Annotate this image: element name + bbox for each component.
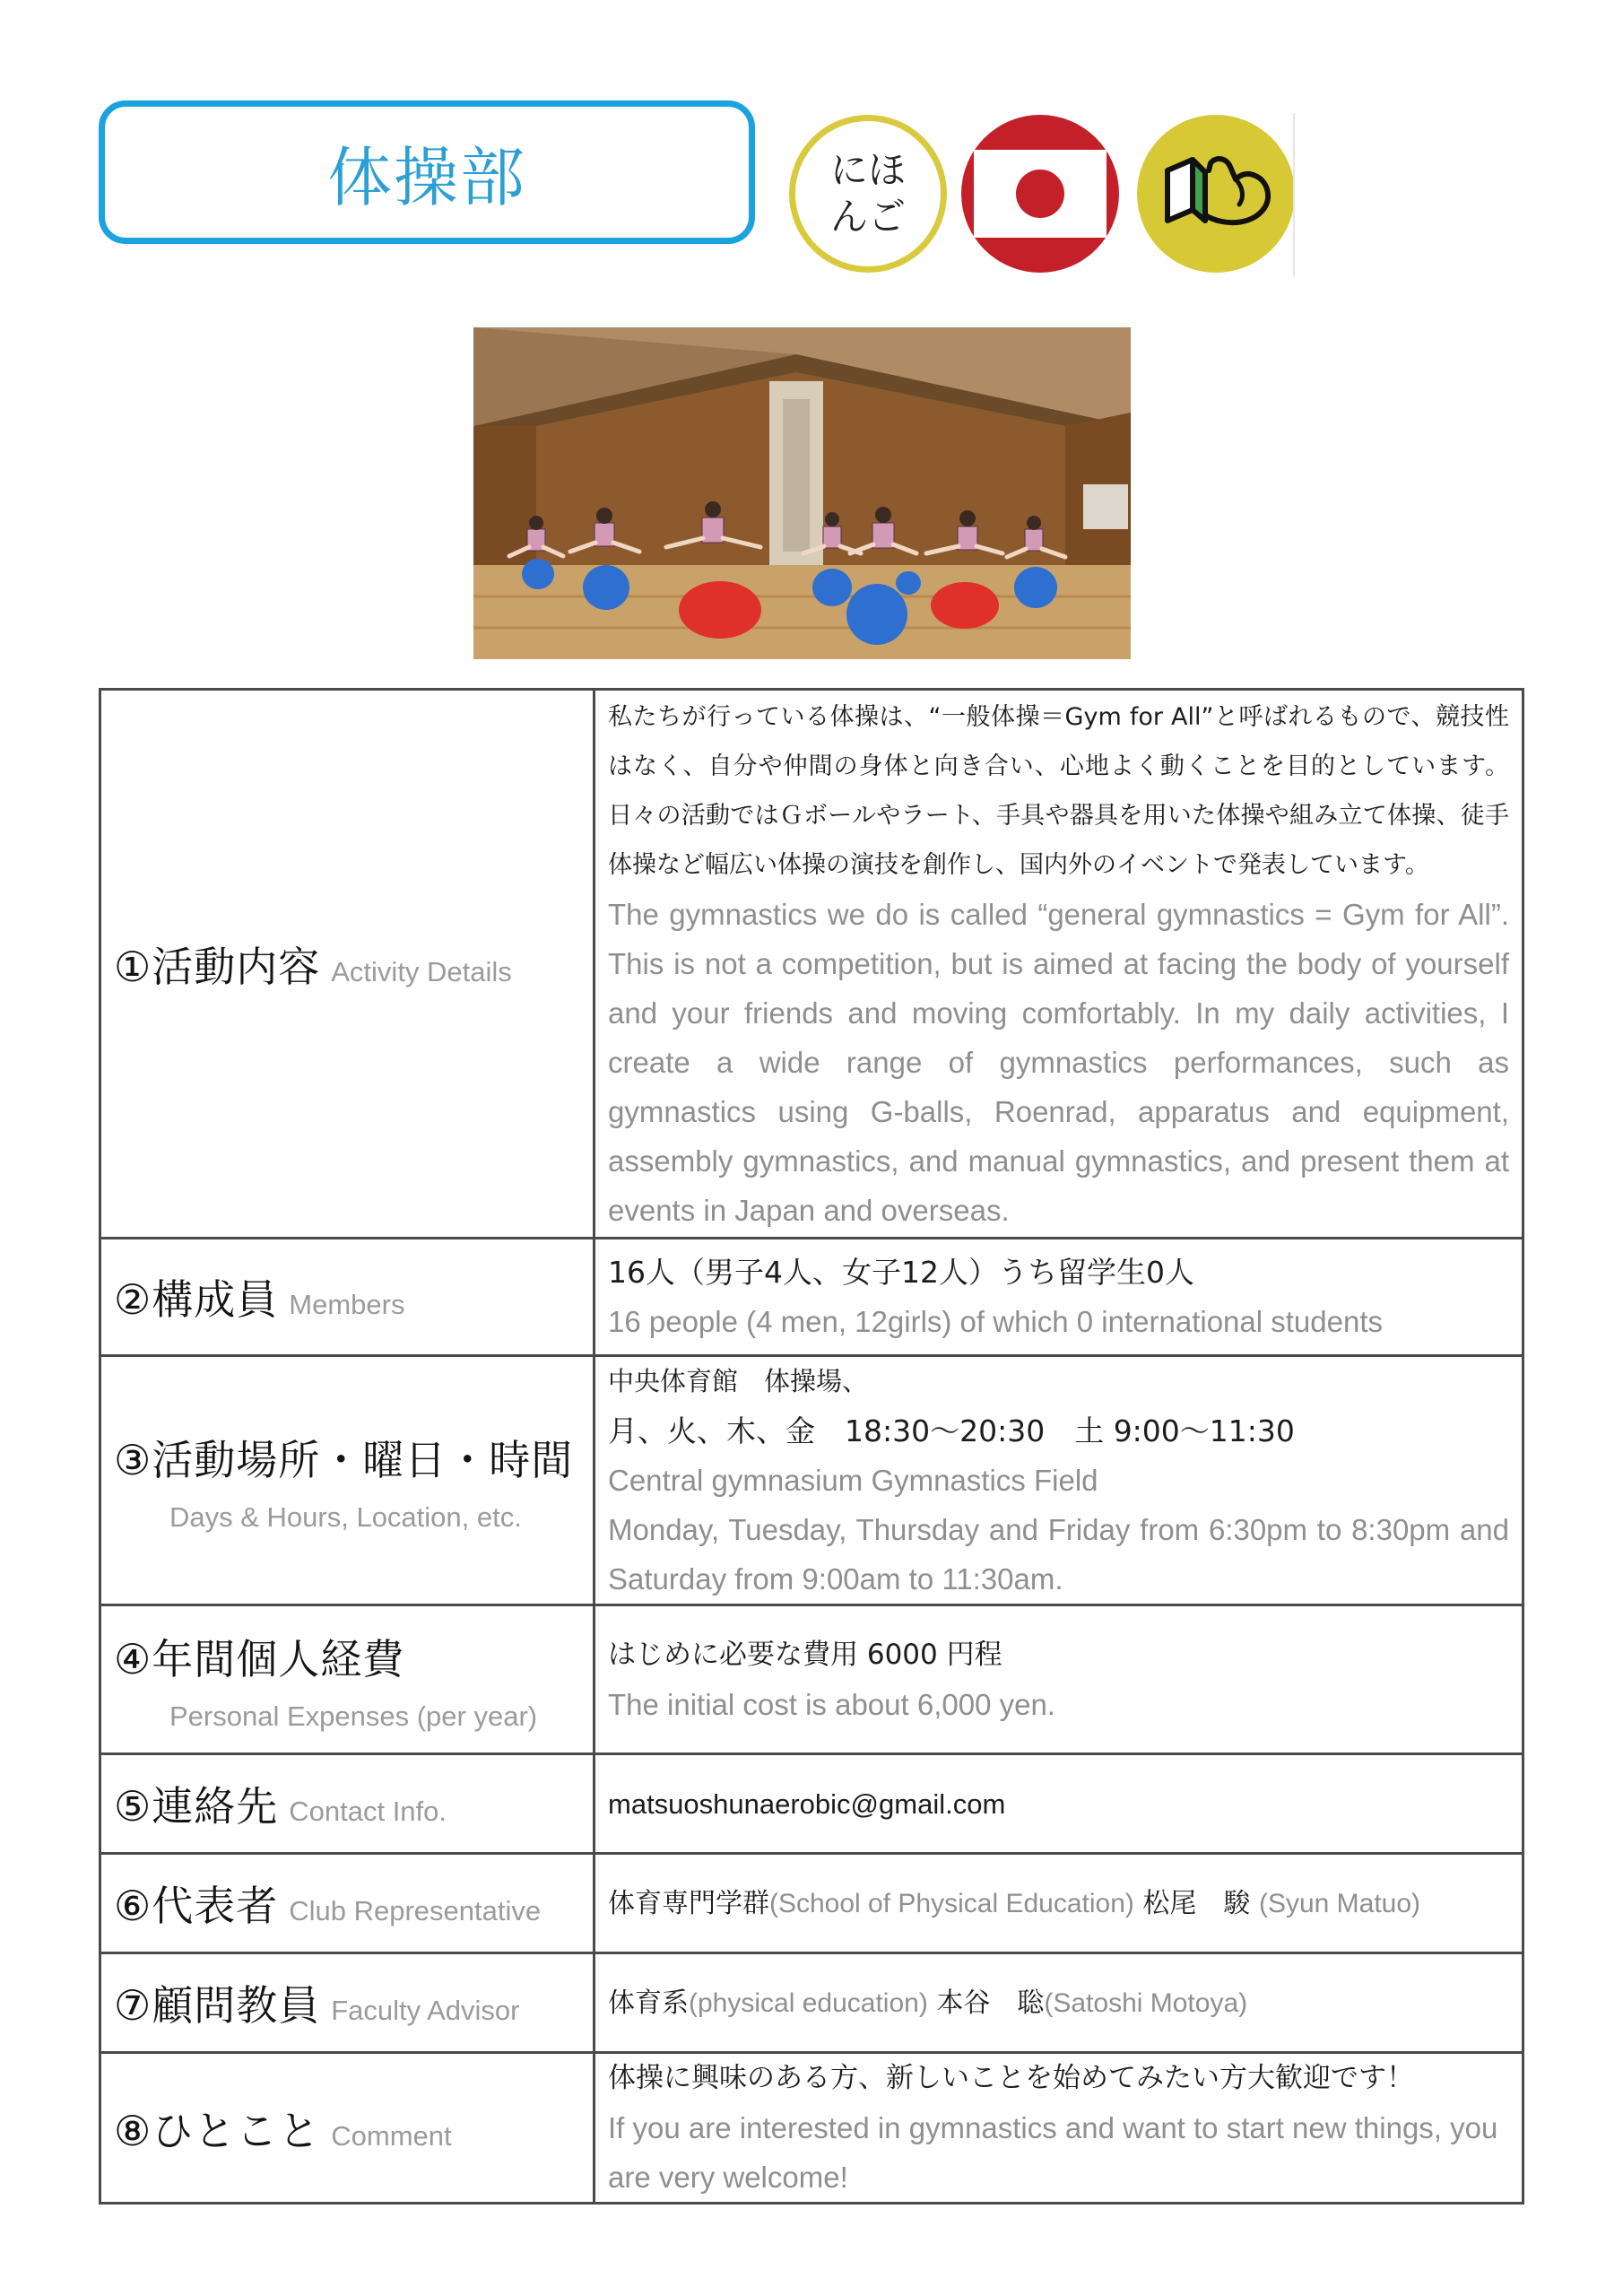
expenses-label-jp: ④年間個人経費 — [114, 1634, 405, 1683]
comment-label-en: Comment — [331, 2119, 452, 2152]
row-representative — [100, 1854, 1523, 1953]
beginner-muscle-icon — [1137, 115, 1295, 273]
row-contact — [100, 1754, 1523, 1854]
comment-value-cell — [595, 2053, 1523, 2204]
expenses-text-en: The initial cost is about 6,000 yen. — [608, 1687, 1055, 1721]
activity-label-en: Activity Details — [331, 955, 512, 987]
row-members — [100, 1239, 1523, 1356]
comment-text-en: If you are interested in gymnastics and want to start new things, you are very welcome! — [608, 2111, 1498, 2194]
location-hours-en: Monday, Tuesday, Thursday and Friday from 6:30pm to 8:30pm and Saturday from 9:00am to 11:30am. — [608, 1513, 1509, 1596]
expenses-text-jp: はじめに必要な費用 6000 円程 — [608, 1638, 1002, 1671]
advisor-value-cell — [595, 1953, 1523, 2053]
advisor-label-jp: ⑦顧問教員 — [114, 1981, 321, 2030]
advisor-dept-en: (physical education) — [689, 1987, 928, 2018]
nihongo-badge — [789, 115, 947, 273]
contact-label-cell — [100, 1754, 595, 1854]
club-title-box — [99, 100, 755, 244]
advisor-text — [608, 1979, 1509, 2028]
advisor-name-jp: 本谷 聡 — [936, 1987, 1045, 2019]
representative-text — [608, 1879, 1509, 1928]
location-value-cell — [595, 1356, 1523, 1605]
row-comment — [100, 2053, 1523, 2204]
representative-name-jp: 松尾 駿 — [1142, 1887, 1251, 1919]
location-place-en: Central gymnasium Gymnastics Field — [608, 1464, 1098, 1497]
activity-text-jp: 私たちが行っている体操は、“一般体操＝Gym for All”と呼ばれるもので、競技性はなく、自分や仲間の身体と向き合い、心地よく動くことを目的としています。日々の活動ではＧボールやラート、手具や器具を用いた体操や組み立て体操、徒手体操など幅広い体操の演技を創作し、国内外のイベントで発表しています。 — [608, 703, 1509, 879]
representative-dept-en: (School of Physical Education) — [769, 1888, 1134, 1918]
row-advisor — [100, 1953, 1523, 2053]
representative-label-en: Club Representative — [289, 1895, 542, 1926]
representative-name-en: (Syun Matuo) — [1258, 1888, 1421, 1918]
row-expenses — [100, 1605, 1523, 1754]
row-activity-details — [100, 690, 1523, 1239]
contact-value-cell — [595, 1754, 1523, 1854]
comment-label-cell — [100, 2053, 595, 2204]
contact-label-en: Contact Info. — [289, 1796, 447, 1827]
nihongo-badge-text: にほ んご — [829, 148, 906, 239]
advisor-name-en: (Satoshi Motoya) — [1044, 1987, 1248, 2018]
advisor-label-cell — [100, 1953, 595, 2053]
contact-email[interactable]: matsuoshunaerobic@gmail.com — [608, 1787, 1006, 1820]
muscle-arm-icon — [1137, 115, 1295, 273]
members-value-cell — [595, 1239, 1523, 1356]
location-label-jp: ③活動場所・曜日・時間 — [114, 1435, 574, 1484]
activity-text-en: The gymnastics we do is called “general gymnastics = Gym for All”. This is not a competition, but is aimed at facing the body of yourself and your friends and moving comfortably. In my daily activities, I create a wide range of gymnastics performances, such as gymnastics using G-balls, Roenrad, apparatus and equipment, assembly gymnastics, and manual gymnastics, and present them at events in Japan and overseas. — [608, 898, 1509, 1227]
header-divider — [1293, 113, 1295, 276]
members-text-en: 16 people (4 men, 12girls) of which 0 international students — [608, 1305, 1384, 1338]
activity-value-cell — [595, 690, 1523, 1239]
members-label-jp: ②構成員 — [114, 1275, 279, 1324]
contact-label-jp: ⑤連絡先 — [114, 1782, 279, 1831]
club-title: 体操部 — [326, 140, 526, 215]
members-label-en: Members — [289, 1289, 405, 1320]
location-place-jp: 中央体育館 体操場、 — [608, 1366, 869, 1396]
advisor-label-en: Faculty Advisor — [331, 1995, 520, 2026]
flag-field — [974, 150, 1107, 238]
gymnasium-illustration — [473, 327, 1131, 659]
activity-label-jp: ①活動内容 — [114, 942, 321, 991]
club-info-table — [99, 688, 1524, 2205]
japan-flag-icon — [961, 115, 1119, 273]
members-label-cell — [100, 1239, 595, 1356]
representative-label-jp: ⑥代表者 — [114, 1882, 279, 1930]
comment-label-jp: ⑧ひとこと — [114, 2106, 321, 2155]
flag-sun — [1016, 170, 1064, 218]
expenses-value-cell — [595, 1605, 1523, 1754]
activity-label-cell — [100, 690, 595, 1239]
comment-text-jp: 体操に興味のある方、新しいことを始めてみたい方大歓迎です！ — [608, 2062, 1414, 2094]
representative-value-cell — [595, 1854, 1523, 1953]
location-label-cell — [100, 1356, 595, 1605]
row-location — [100, 1356, 1523, 1605]
representative-label-cell — [100, 1854, 595, 1953]
location-hours-jp: 月、火、木、金 18:30～20:30 土 9:00～11:30 — [608, 1413, 1295, 1448]
advisor-dept-jp: 体育系 — [608, 1987, 689, 2019]
expenses-label-en: Personal Expenses (per year) — [169, 1700, 538, 1732]
members-text-jp: 16人（男子4人、女子12人）うち留学生0人 — [608, 1255, 1194, 1290]
location-label-en: Days & Hours, Location, etc. — [169, 1500, 522, 1533]
expenses-label-cell — [100, 1605, 595, 1754]
gymnasium-photo — [473, 327, 1131, 659]
representative-dept-jp: 体育専門学群 — [608, 1887, 769, 1919]
